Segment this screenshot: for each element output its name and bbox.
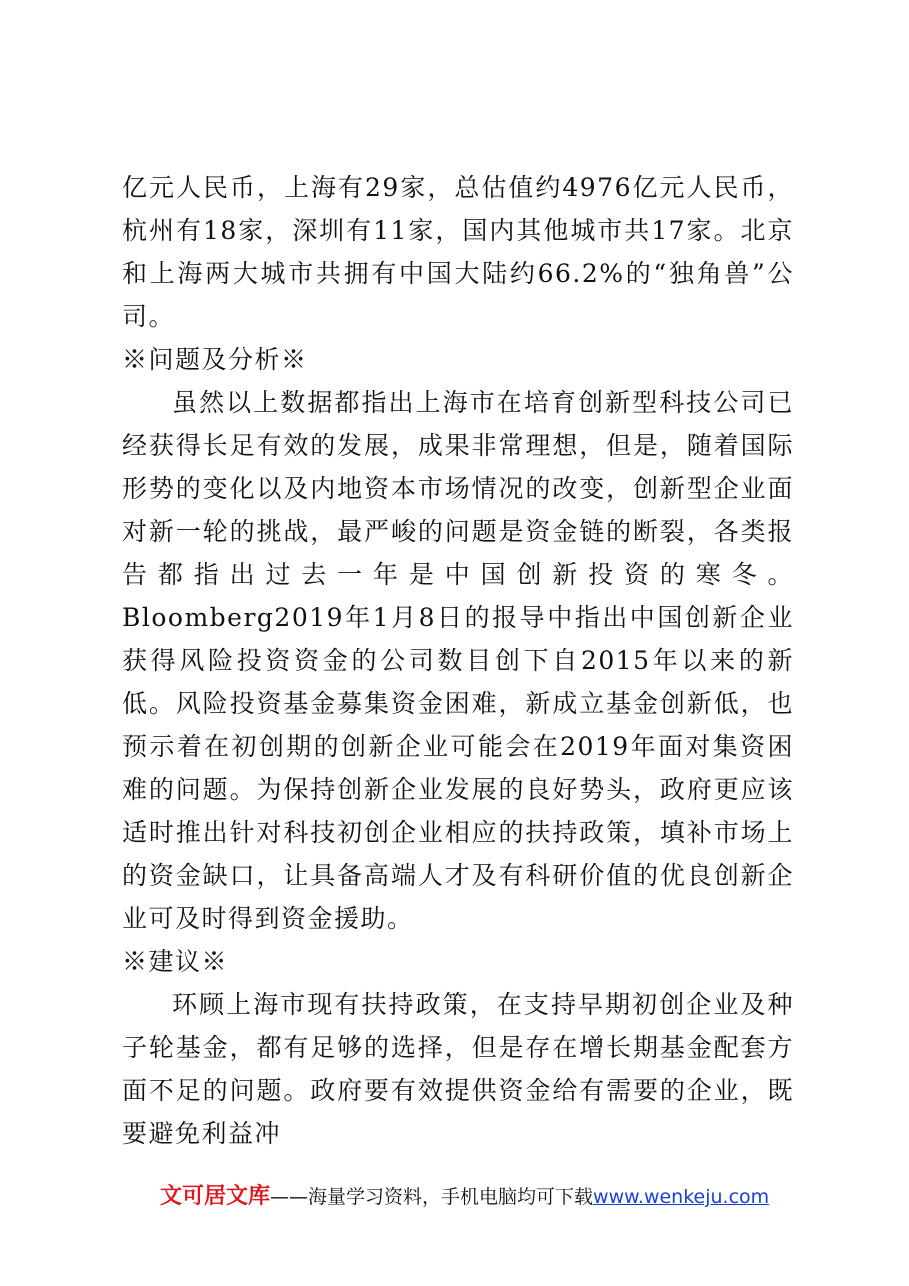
footer-banner: [160, 1180, 860, 1214]
paragraph-continued-stats: 亿元人民币，上海有29家，总估值约4976亿元人民币，杭州有18家，深圳有11家，国内其他城市共17家。北京和上海两大城市共拥有中国大陆约66.2%的“独角兽”公司。: [122, 173, 794, 331]
footer-tagline: ——海量学习资料，手机电脑均可下载: [270, 1186, 594, 1208]
paragraph-suggestion: 环顾上海市现有扶持政策，在支持早期初创企业及种子轮基金，都有足够的选择，但是存在增长期基金配套方面不足的问题。政府要有效提供资金给有需要的企业，既要避免利益冲: [122, 990, 794, 1148]
section-heading-suggestion: ※建议※: [122, 947, 229, 976]
section-heading-problem: ※问题及分析※: [122, 345, 308, 374]
document-body: [122, 166, 794, 1155]
paragraph-problem-analysis: 虽然以上数据都指出上海市在培育创新型科技公司已经获得长足有效的发展，成果非常理想，但是，随着国际形势的变化以及内地资本市场情况的改变，创新型企业面对新一轮的挑战，最严峻的问题是资金链的断裂，各类报告都指出过去一年是中国创新投资的寒冬。Bloomberg2019年1月8日的报导中指出中国创新企业获得风险投资资金的公司数目创下自2015年以来的新低。风险投资基金募集资金困难，新成立基金创新低，也预示着在初创期的创新企业可能会在2019年面对集资困难的问题。为保持创新企业发展的良好势头，政府更应该适时推出针对科技初创企业相应的扶持政策，填补市场上的资金缺口，让具备高端人才及有科研价值的优良创新企业可及时得到资金援助。: [122, 388, 794, 933]
footer-website-link[interactable]: www.wenkeju.com: [593, 1186, 770, 1208]
footer-brand: 文可居文库: [160, 1184, 271, 1209]
